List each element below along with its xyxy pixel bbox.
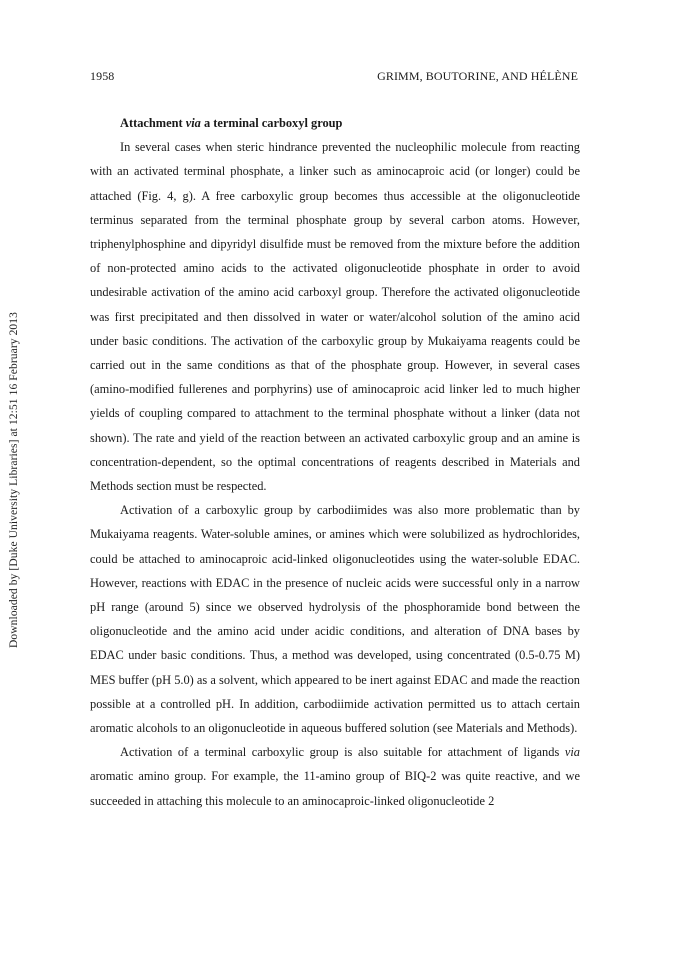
paragraph-carbodiimide-activation: Activation of a carboxylic group by carbodiimides was also more problematic than by Mukaiyama reagents. Water-soluble amines, or amines which were solubilized as hydrochlorides, could be attached to aminocaproic acid-linked oligonucleotides using the water-soluble EDAC. However, reactions with EDAC in the presence of nucleic acids were successful only in a narrow pH range (around 5) since we observed hydrolysis of the phosphoramide bond between the oligonucleotide and the amino acid under acidic conditions, and alteration of DNA bases by EDAC under basic conditions. Thus, a method was developed, using concentrated (0.5-0.75 M) MES buffer (pH 5.0) as a solvent, which appeared to be inert against EDAC and made the reaction possible at a controlled pH. In addition, carbodiimide activation permitted us to attach certain aromatic alcohols to an oligonucleotide in aqueous buffered solution (see Materials and Methods). <box>90 503 580 736</box>
section-heading-suffix: a terminal carboxyl group <box>200 116 343 130</box>
download-watermark <box>8 300 22 660</box>
page-number: 1958 <box>90 69 115 83</box>
paragraph-aromatic-amino-start: Activation of a terminal carboxylic group is also suitable for attachment of ligands <box>120 745 565 760</box>
section-heading-italic: via <box>185 116 201 130</box>
paragraph-aromatic-amino <box>90 740 580 813</box>
article-body <box>90 111 580 813</box>
download-watermark-text: Downloaded by [Duke University Libraries] at 12:51 16 February 2013 <box>8 312 20 648</box>
section-heading-prefix: Attachment <box>120 116 186 130</box>
paragraph-aromatic-amino-end: aromatic amino group. For example, the 11-amino group of BIQ-2 was quite reactive, and we succeeded in attaching this molecule to an aminocaproic-linked oligonucleotide 2 <box>90 769 580 808</box>
section-heading <box>120 111 580 135</box>
running-head: GRIMM, BOUTORINE, AND HÉLÈNE <box>377 69 578 83</box>
paragraph-aromatic-amino-italic: via <box>564 745 580 760</box>
paragraph-linker-attachment: In several cases when steric hindrance prevented the nucleophilic molecule from reacting with an activated terminal phosphate, a linker such as aminocaproic acid (or longer) could be attached (Fig. 4, g). A free carboxylic group becomes thus accessible at the oligonucleotide terminus separated from the terminal phosphate group by several carbon atoms. However, triphenylphosphine and dipyridyl disulfide must be removed from the mixture before the addition of non-protected amino acids to the activated oligonucleotide phosphate in order to avoid undesirable activation of the amino acid carboxyl group. Therefore the activated oligonucleotide was first precipitated and then dissolved in water or water/alcohol solution of the amino acid under basic conditions. The activation of the carboxylic group by Mukaiyama reagents could be carried out in the same conditions as that of the phosphate group. However, in several cases (amino-modified fullerenes and porphyrins) use of aminocaproic acid linker led to much higher yields of coupling compared to attachment to the terminal phosphate without a linker (data not shown). The rate and yield of the reaction between an activated carboxylic group and an amine is concentration-dependent, so the optimal concentrations of reagents described in Materials and Methods section must be respected. <box>90 140 580 494</box>
